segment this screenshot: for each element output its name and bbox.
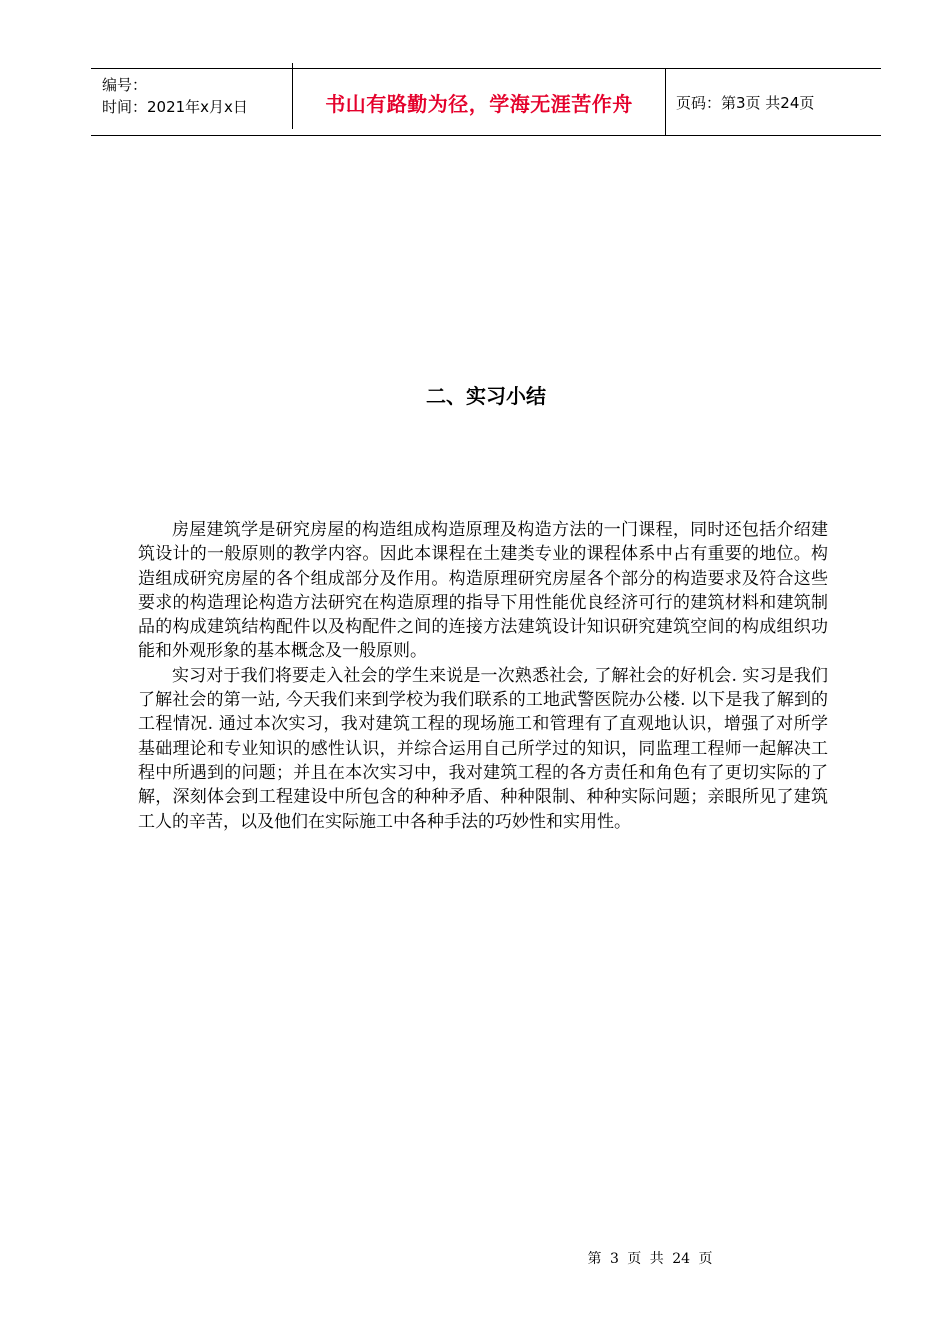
header-motto: 书山有路勤为径，学海无涯苦作舟 [293,69,666,135]
section-title: 二、实习小结 [426,384,546,408]
document-time-label: 时间：2021年x月x日 [102,98,248,116]
document-number-label: 编号： [102,76,148,94]
header-page-info: 页码：第3页 共24页 [676,93,815,112]
body-text [138,518,828,834]
header-meta-cell [91,63,293,129]
page-footer: 第 3 页 共 24 页 [587,1251,713,1267]
header-table [91,68,881,136]
paragraph-1: 房屋建筑学是研究房屋的构造组成构造原理及构造方法的一门课程，同时还包括介绍建筑设计的一般原则的教学内容。因此本课程在土建类专业的课程体系中占有重要的地位。构造组成研究房屋的各个组成部分及作用。构造原理研究房屋各个部分的构造要求及符合这些要求的构造理论构造方法研究在构造原理的指导下用性能优良经济可行的建筑材料和建筑制品的构成建筑结构配件以及构配件之间的连接方法建筑设计知识研究建筑空间的构成组织功能和外观形象的基本概念及一般原则。 [138,520,828,662]
paragraph-2: 实习对于我们将要走入社会的学生来说是一次熟悉社会, 了解社会的好机会. 实习是我们了解社会的第一站, 今天我们来到学校为我们联系的工地武警医院办公楼. 以下是我了解到的工程情况. 通过本次实习，我对建筑工程的现场施工和管理有了直观地认识，增强了对所学基础理论和专业知识的感性认识，并综合运用自己所学过的知识，同监理工程师一起解决工程中所遇到的问题；并且在本次实习中，我对建筑工程的各方责任和角色有了更切实际的了解，深刻体会到工程建设中所包含的种种矛盾、种种限制、种种实际问题；亲眼所见了建筑工人的辛苦，以及他们在实际施工中各种手法的巧妙性和实用性。 [138,665,828,832]
